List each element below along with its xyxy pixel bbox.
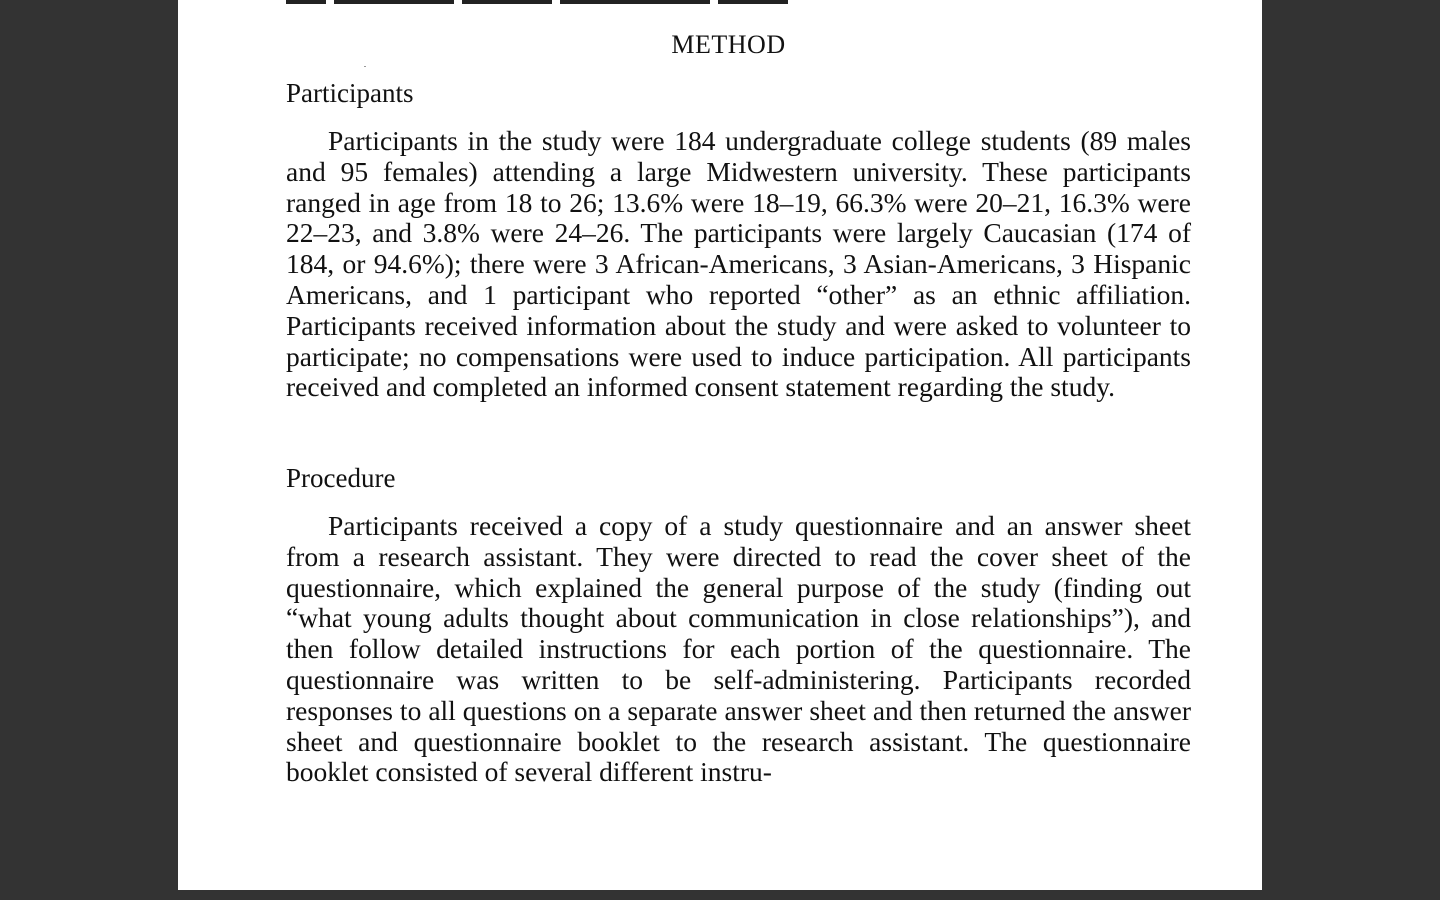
scan-speck [364, 66, 366, 67]
section-title: METHOD [671, 30, 786, 59]
document-page [178, 0, 1262, 890]
paragraph-participants: Participants in the study were 184 undergraduate college students (89 males and 95 females) attending a large Midwestern university. These participants ranged in age from 18 to 26; 13.6% were 18–19, 66.3% were 20–21, 16.3% were 22–23, and 3.8% were 24–26. The participants were largely Caucasian (174 of 184, or 94.6%); there were 3 African-Americans, 3 Asian-Americans, 3 Hispanic Americans, and 1 participant who reported “other” as an ethnic affiliation. Participants received information about the study and were asked to volunteer to participate; no compensations were used to induce participation. All participants received and completed an informed consent statement regarding the study. [286, 125, 1191, 403]
cutoff-previous-line [286, 0, 1191, 4]
subheading-participants: Participants [286, 78, 414, 108]
paragraph-procedure: Participants received a copy of a study questionnaire and an answer sheet from a research assistant. They were directed to read the cover sheet of the questionnaire, which explained the general purpose of the study (finding out “what young adults thought about communication in close relationships”), and then follow detailed instructions for each portion of the questionnaire. The questionnaire was written to be self-administering. Participants recorded responses to all questions on a separate answer sheet and then returned the answer sheet and questionnaire booklet to the research assistant. The questionnaire booklet consisted of several different instru- [286, 510, 1191, 788]
subheading-procedure: Procedure [286, 463, 396, 493]
